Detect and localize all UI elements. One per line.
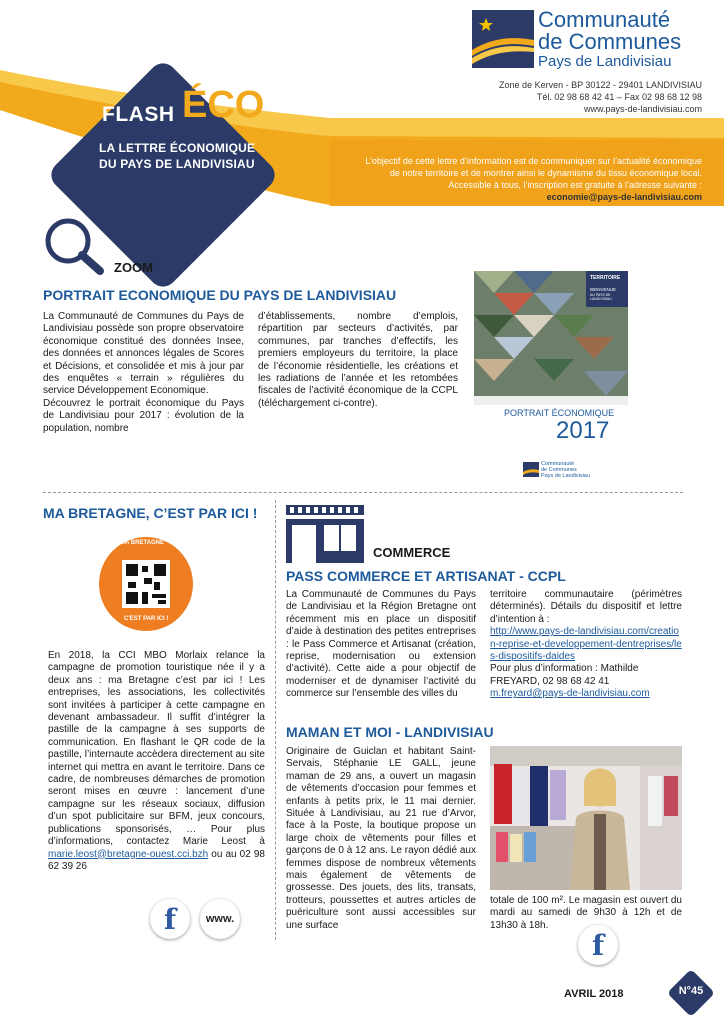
- website-line[interactable]: www.pays-de-landivisiau.com: [583, 104, 702, 114]
- zoom-text-col1: [43, 311, 244, 435]
- pass-commerce-col2: [490, 589, 682, 701]
- intro-email-link[interactable]: economie@pays-de-landivisiau.com: [546, 192, 702, 202]
- pass-commerce-link[interactable]: http://www.pays-de-landivisiau.com/creation-reprise-et-developpement-dentreprises/les-dispositifs-daides: [490, 626, 682, 663]
- maman-title: MAMAN ET MOI - LANDIVISIAU: [286, 724, 494, 740]
- shop-front-icon: [286, 505, 364, 563]
- maman-text-col1: Originaire de Guiclan et habitant Saint-Servais, Stéphanie LE GALL, jeune maman de 29 ans, a ouvert un magasin de vêtements d’occasion pour femmes et enfants à petits prix, le 11 mai dernier. Située à Landivisiau, au 21 rue d’Arvor, face à la Poste, la boutique propose un large choix de vêtements pour filles et garçons de 0 à 12 ans. Le rayon dédié aux femmes dispose de nombreux vêtements mais également de vêtements de grossesse. Des jouets, des lits, transats, trotteurs, poussettes et autres articles de puériculture sont aussi accessibles sur une surface: [286, 746, 476, 931]
- portrait-cover-thumbnail[interactable]: [474, 271, 628, 448]
- facebook-icon: f: [591, 929, 605, 962]
- org-name-line2: de Communes: [538, 29, 682, 54]
- cover-year: 2017: [556, 417, 610, 444]
- intro-line: de notre territoire et de montrer ainsi le dynamisme du tissu économique local.: [389, 168, 702, 178]
- pass-commerce-title: PASS COMMERCE ET ARTISANAT - CCPL: [286, 568, 566, 584]
- bretagne-paragraph: En 2018, la CCI MBO Morlaix relance la campagne de promotion touristique née il y a deux ans : ma Bretagne c’est par ici ! Les entreprises, les associations, les collectivités sont invitées à participer à cette campagne en devenant ambassadeur. Il suffit d’intégrer la pastille de la campagne à ses supports de communication. En flashant le QR code de la pastille, l’internaute accèdera directement au site internet qui mettra en avant le territoire. Dans ce cadre, de nombreuses démarches de promotion seront mises en œuvre : lancement d’une campagne sur les réseaux sociaux, diffusion d’un spot publicitaire sur BFM, jeux concours, publications sponsorisés, … Pour plus d’informations, contactez Marie Leost à: [48, 650, 265, 848]
- zoom-text-col2: d’établissements, nombre d’emplois, répartition par secteurs d’activités, par communes, par tranches d’effectifs, les premiers employeurs du territoire, la place de l’économie résidentielle, les créations et les radiations de l’année et les retombées fiscales de l’activité économique de la CCPL (téléchargement ci-contre).: [258, 311, 458, 409]
- paragraph: territoire communautaire (périmètres déterminés). Détails du dispositif et lettre d’intention à :: [490, 589, 682, 625]
- magnifier-icon: [42, 215, 106, 277]
- website-button[interactable]: www.: [200, 899, 240, 939]
- bretagne-text: [48, 650, 265, 873]
- facebook-button[interactable]: [578, 925, 618, 965]
- cover-logo-line: Pays de Landivisiau: [541, 473, 590, 479]
- bretagne-title: MA BRETAGNE, C’EST PAR ICI !: [43, 505, 258, 521]
- cover-logo-text: [541, 461, 590, 479]
- cover-tag1: TERRITOIRE: [590, 275, 621, 281]
- org-name-line1: Communauté: [538, 7, 671, 32]
- intro-text: [302, 155, 702, 203]
- pass-commerce-col1: La Communauté de Communes du Pays de Landivisiau et la Région Bretagne ont récemment mis en place un dispositif d’aide à destination des petites entreprises : le Pass Commerce et Artisanat (création, reprise, modernisation ou extension d’activité). Cette aide a pour objectif de moderniser et de dynamiser l’activité du commerce sur l’ensemble des villes du: [286, 589, 476, 700]
- org-address: [499, 79, 702, 115]
- shop-owner-photo: [490, 746, 682, 890]
- issue-date: AVRIL 2018: [564, 988, 624, 1000]
- facebook-icon: f: [163, 903, 177, 936]
- column-divider: [275, 500, 276, 940]
- facebook-button[interactable]: [150, 899, 190, 939]
- bretagne-paragraph-end: ou au 02 98 62 39 26: [48, 848, 265, 872]
- cover-tag2: BIENVENUE: [590, 287, 617, 292]
- issue-number: N°45: [678, 985, 704, 997]
- commerce-label: COMMERCE: [373, 545, 451, 560]
- ccpl-logo-icon: [472, 10, 534, 68]
- contact-line: Pour plus d’information : Mathilde FREYARD, 02 98 68 42 41: [490, 663, 639, 687]
- badge-top-text: MA BRETAGNE: [120, 540, 164, 546]
- ccpl-mini-logo-icon: [523, 462, 539, 477]
- eco-label: ÉCO: [182, 84, 265, 126]
- org-name-line3: Pays de Landivisiau: [538, 53, 672, 70]
- maman-text-col2: totale de 100 m². Le magasin est ouvert du mardi au samedi de 9h30 à 12h et de 13h30 à 18h.: [490, 895, 682, 931]
- zoom-label: ZOOM: [114, 260, 153, 275]
- newsletter-subtitle-2: DU PAYS DE LANDIVISIAU: [99, 157, 255, 171]
- badge-bottom-text: C'EST PAR ICI !: [124, 616, 169, 622]
- address-line: Zone de Kerven - BP 30122 - 29401 LANDIVISIAU: [499, 80, 702, 90]
- cover-title: PORTRAIT ÉCONOMIQUE: [504, 408, 615, 418]
- paragraph: Découvrez le portrait économique du Pays de Landivisiau pour 2017 : évolution de la population, nombre: [43, 397, 244, 434]
- newsletter-subtitle-1: LA LETTRE ÉCONOMIQUE: [99, 141, 256, 155]
- phone-line: Tél. 02 98 68 42 41 – Fax 02 98 68 12 98: [536, 92, 702, 102]
- flash-label: FLASH: [102, 103, 175, 126]
- section-divider: [43, 492, 683, 493]
- cover-tag3: AU PAYS DE LANDIVISIAU: [590, 293, 612, 301]
- bretagne-email-link[interactable]: marie.leost@bretagne-ouest.cci.bzh: [48, 848, 209, 860]
- pass-commerce-email-link[interactable]: m.freyard@pays-de-landivisiau.com: [490, 688, 650, 700]
- cover-logo-line: de Communes: [541, 467, 577, 473]
- intro-line: Accessible à tous, l’inscription est gratuite à l’adresse suivante :: [448, 180, 702, 190]
- intro-line: L’objectif de cette lettre d’information est de communiquer sur l’actualité économique: [365, 156, 702, 166]
- cover-logo-line: Communauté: [541, 461, 575, 467]
- paragraph: La Communauté de Communes du Pays de Landivisiau possède son propre observatoire économique constitué des données Insee, des données et annonces légales de Scores et Décisions, et consolidée et mis à jour par des enquêtes « terrain » régulières du service Développement Economique.: [43, 311, 244, 397]
- zoom-title: PORTRAIT ECONOMIQUE DU PAYS DE LANDIVISIAU: [43, 287, 397, 303]
